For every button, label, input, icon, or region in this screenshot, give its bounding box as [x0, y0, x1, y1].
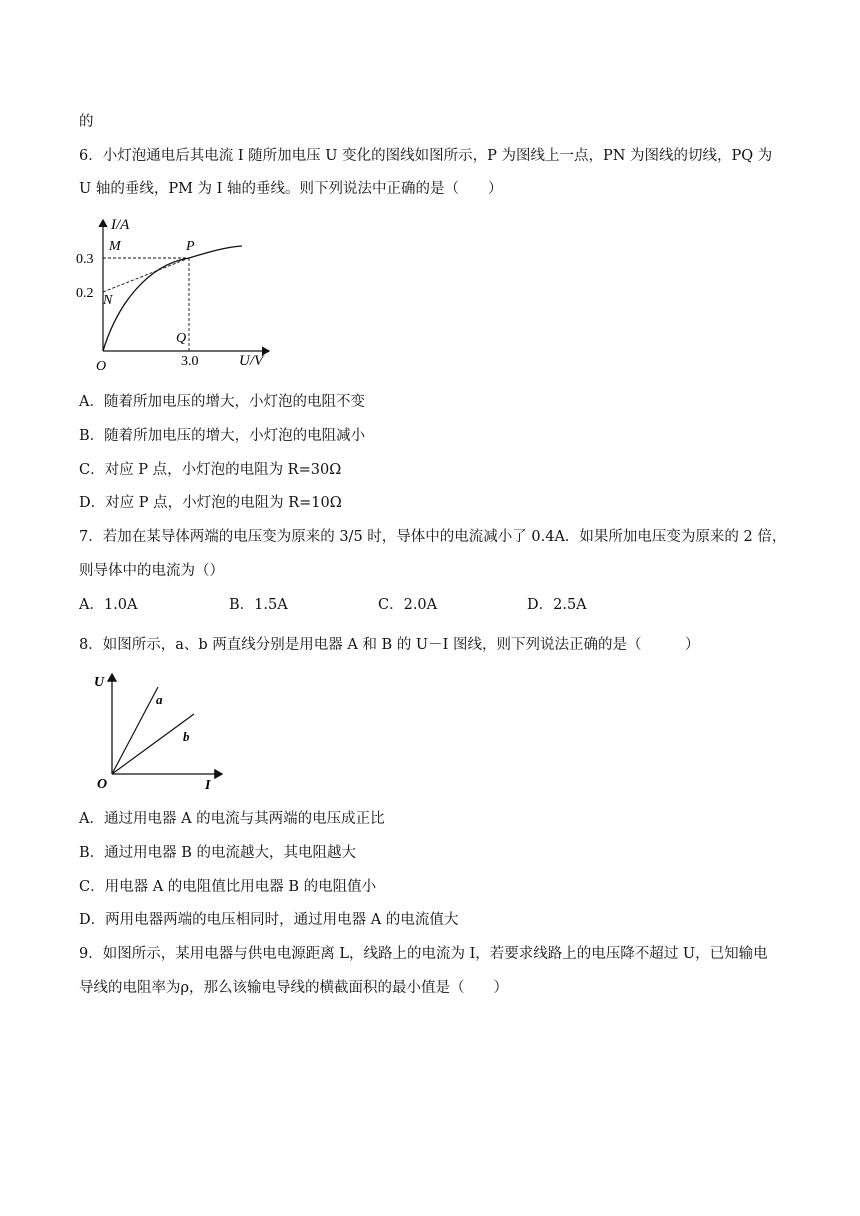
q8-ui-graph — [88, 668, 228, 796]
q9-stem-line-1: 9．如图所示，某用电器与供电电源距离 L，线路上的电流为 I，若要求线路上的电压降不超过 U，已知输电 — [79, 946, 768, 962]
q7-option-b: B．1.5A — [229, 597, 288, 613]
q6-iu-graph — [72, 210, 287, 375]
q6-option-d: D．对应 P 点，小灯泡的电阻为 R=10Ω — [79, 495, 342, 511]
q8-x-axis-label: I — [205, 778, 211, 793]
q8-line-b — [112, 714, 194, 774]
q8-label-a: a — [156, 692, 163, 707]
q6-tick-3.0: 3.0 — [181, 354, 199, 369]
q8-option-c: C．用电器 A 的电阻值比用电器 B 的电阻值小 — [79, 879, 377, 895]
q8-option-a: A．通过用电器 A 的电流与其两端的电压成正比 — [79, 811, 385, 827]
q6-option-c: C．对应 P 点，小灯泡的电阻为 R=30Ω — [79, 462, 342, 478]
q8-option-d: D．两用电器两端的电压相同时，通过用电器 A 的电流值大 — [79, 912, 459, 928]
q8-stem-line-1: 8．如图所示，a、b 两直线分别是用电器 A 和 B 的 U－I 图线，则下列说法正确的是（ ） — [79, 637, 700, 653]
q6-label-m: M — [109, 239, 121, 254]
q6-tick-0.2: 0.2 — [76, 286, 94, 301]
q6-y-axis-label: I/A — [111, 217, 130, 233]
continued-text-fragment: 的 — [79, 114, 94, 130]
q6-iu-curve — [103, 246, 242, 351]
q8-y-axis-label: U — [94, 675, 105, 690]
q6-label-n: N — [103, 293, 113, 308]
q7-option-d: D．2.5A — [527, 597, 587, 613]
q7-option-c: C．2.0A — [378, 597, 438, 613]
q8-origin-label: O — [97, 777, 108, 792]
q8-label-b: b — [183, 729, 190, 744]
q6-x-axis-label: U/V — [239, 353, 264, 369]
q8-option-b: B．通过用电器 B 的电流越大，其电阻越大 — [79, 845, 357, 861]
q6-option-b: B．随着所加电压的增大，小灯泡的电阻减小 — [79, 428, 366, 444]
q6-label-p: P — [186, 239, 195, 254]
q8-line-a — [112, 687, 158, 774]
q9-stem-line-2: 导线的电阻率为ρ，那么该输电导线的横截面积的最小值是（ ） — [79, 980, 509, 996]
q6-pn-tangent — [103, 258, 189, 292]
q7-stem-line-1: 7．若加在某导体两端的电压变为原来的 3/5 时，导体中的电流减小了 0.4A．如果所加电压变为原来的 2 倍， — [79, 529, 787, 545]
q7-option-a: A．1.0A — [79, 597, 138, 613]
q7-stem-line-2: 则导体中的电流为（） — [79, 563, 224, 579]
q6-option-a: A．随着所加电压的增大，小灯泡的电阻不变 — [79, 394, 365, 410]
q6-label-q: Q — [176, 331, 187, 346]
q6-tick-0.3: 0.3 — [76, 252, 94, 267]
q6-origin-label: O — [96, 359, 107, 374]
q6-stem-line-1: 6．小灯泡通电后其电流 I 随所加电压 U 变化的图线如图所示，P 为图线上一点，PN 为图线的切线，PQ 为 — [79, 148, 773, 164]
q6-stem-line-2: U 轴的垂线，PM 为 I 轴的垂线。则下列说法中正确的是（ ） — [79, 181, 503, 197]
